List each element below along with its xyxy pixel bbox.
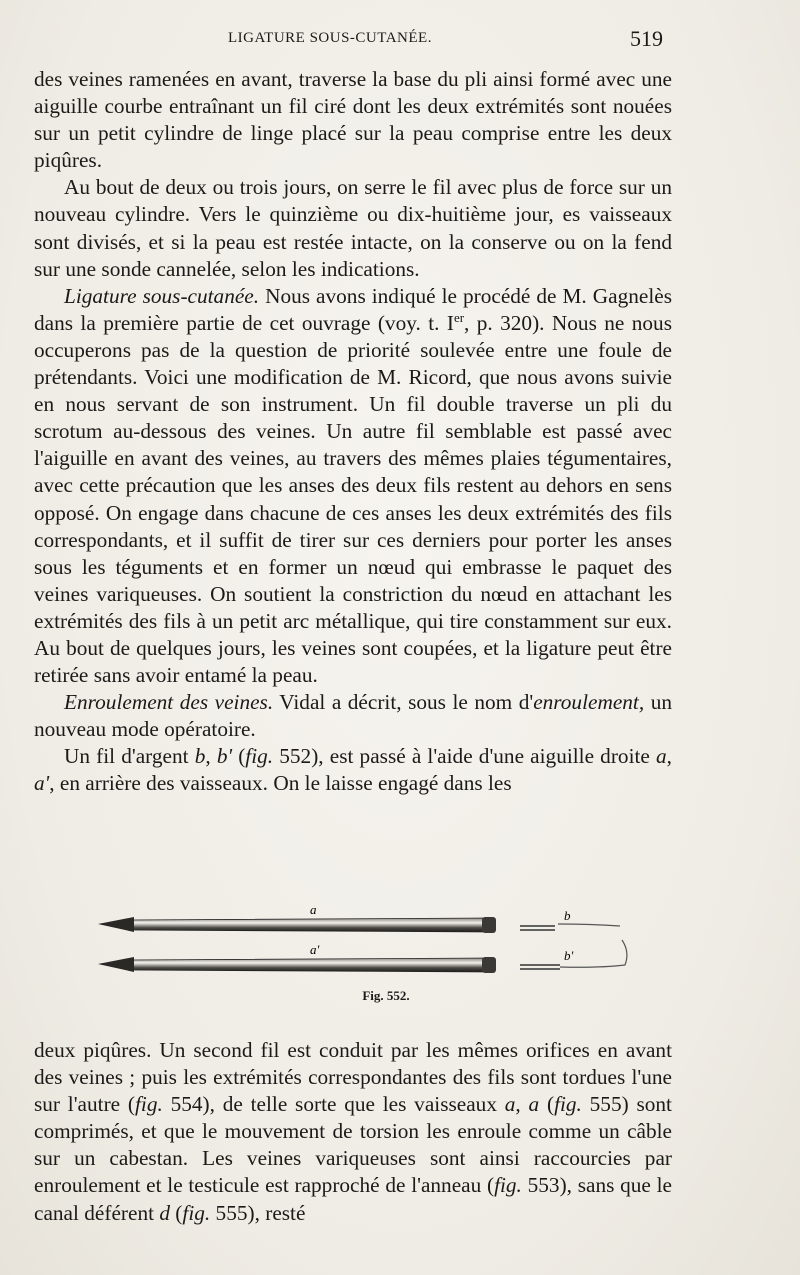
needle-a-prime: [98, 957, 496, 973]
fil-text-c: ,: [205, 744, 217, 769]
paragraph-enroulement: [34, 689, 672, 743]
page-number: 519: [630, 26, 663, 51]
figure-caption: Fig. 552.: [362, 988, 410, 1003]
enroulement-text-b: un nouveau mode opératoire.: [34, 690, 672, 742]
fil-text-d: (: [232, 744, 246, 769]
wire-b-prime: [520, 940, 627, 969]
fil-var-b-prime: b': [216, 744, 233, 769]
needle-a: [98, 917, 496, 933]
paragraph-continuation: des veines ramenées en avant, traverse la base du pli ainsi formé avec une aiguille courbe entraînant un fil ciré dont les deux extrémités sont nouées sur un petit cylindre de linge placé sur la peau comprise entre les deux piqûres.: [34, 67, 672, 173]
fil-text-f: ,: [666, 744, 672, 769]
section-heading-ligature: Ligature sous-cutanée.: [64, 283, 260, 308]
piqures-fig-ref-4: fig.: [182, 1200, 211, 1225]
piqures-text-b: 554), de telle sorte que les vaisseaux: [162, 1092, 505, 1117]
figure-label-b-prime: b': [564, 948, 574, 963]
running-head: LIGATURE SOUS-CUTANÉE.: [228, 30, 432, 46]
enroulement-text-a: Vidal a décrit, sous le nom d': [273, 690, 534, 715]
piqures-fig-ref-1: fig.: [135, 1092, 163, 1117]
piqures-text-f: 553), sans que le canal déférent: [34, 1173, 672, 1225]
figure-label-a: a: [310, 902, 317, 917]
figure-label-b: b: [564, 908, 571, 923]
ligature-text-b: , p. 320). Nous ne nous occuperons pas de la question de priorité soulevée entre une foule de prétendants. Voici une modification de M. Ricord, que nous avons suivie en nous servant de son instrument. Un fil double traverse un pli du scrotum au-dessous des veines. Un autre fil semblable est passé avec l'aiguille en avant des veines, au travers des mêmes plaies tégumentaires, avec cette précaution que les anses des deux fils restent au dehors en sens opposé. On engage dans chacune de ces anses les deux extrémités des fils correspondants, et il suffit de tirer sur ces derniers pour porter les anses sous les téguments et en former un nœud qui embrasse le paquet des veines variqueuses. On soutient la constriction du nœud en attachant les extrémités des fils à un petit arc métallique, qui tire constamment sur eux. Au bout de quelques jours, les veines sont coupées, et la ligature peut être retirée sans avoir entamé la peau.: [34, 310, 672, 688]
piqures-text-c: ,: [515, 1092, 529, 1117]
piqures-text-g: (: [169, 1200, 183, 1225]
wire-b: [520, 924, 620, 930]
paragraph-two: Au bout de deux ou trois jours, on serre le fil avec plus de force sur un nouveau cylindre. Vers le quinzième ou dix-huitième jour, es vaisseaux sont divisés, et si la peau est restée intacte, on la conserve ou on la fend sur une sonde cannelée, selon les indications.: [34, 175, 672, 281]
text-block-top: [34, 66, 672, 798]
figure-label-a-prime: a': [310, 942, 320, 957]
fil-text-e: 552), est passé à l'aide d'une aiguille droite: [273, 744, 657, 769]
enroulement-term: enroulement,: [533, 690, 645, 715]
fil-text-g: , en arrière des vaisseaux. On le laisse engagé dans les: [49, 771, 512, 796]
paragraph-ligature: [34, 283, 672, 689]
paragraph-deux-piqures: [34, 1037, 672, 1227]
piqures-var-a2: a: [528, 1092, 540, 1117]
piqures-var-d: d: [159, 1200, 170, 1225]
fil-fig-ref: fig.: [245, 744, 274, 769]
piqures-text-e: 555) sont comprimés, et que le mouvement de torsion les enroule comme un câble sur un cabestan. Les veines variqueuses sont ainsi raccourcies par enroulement et le testicule est rapproché de l'anneau (: [34, 1092, 672, 1198]
piqures-fig-ref-2: fig.: [554, 1092, 582, 1117]
fil-text-a: Un fil d'argent: [64, 744, 195, 769]
piqures-text-a: deux piqûres. Un second fil est conduit par les mêmes orifices en avant des veines ; puis les extrémités correspondantes des fils sont tordues l'une sur l'autre (: [34, 1038, 672, 1117]
fil-var-b: b: [194, 744, 206, 769]
ligature-superscript: er: [453, 309, 465, 325]
piqures-text-h: 555), resté: [210, 1200, 306, 1225]
fil-var-a-prime: a': [34, 771, 50, 796]
piqures-text-d: (: [539, 1092, 555, 1117]
piqures-var-a1: a: [504, 1092, 516, 1117]
piqures-fig-ref-3: fig.: [494, 1173, 522, 1198]
figure-552: [90, 902, 650, 984]
needle-illustration: [90, 902, 650, 984]
section-heading-enroulement: Enroulement des veines.: [64, 690, 274, 715]
paragraph-fil-argent: [34, 743, 672, 797]
ligature-text-a: Nous avons indiqué le procédé de M. Gagnelès dans la première partie de cet ouvrage (voy. t. I: [34, 283, 672, 335]
fil-var-a: a: [656, 744, 667, 769]
text-block-bottom: [34, 1037, 672, 1227]
